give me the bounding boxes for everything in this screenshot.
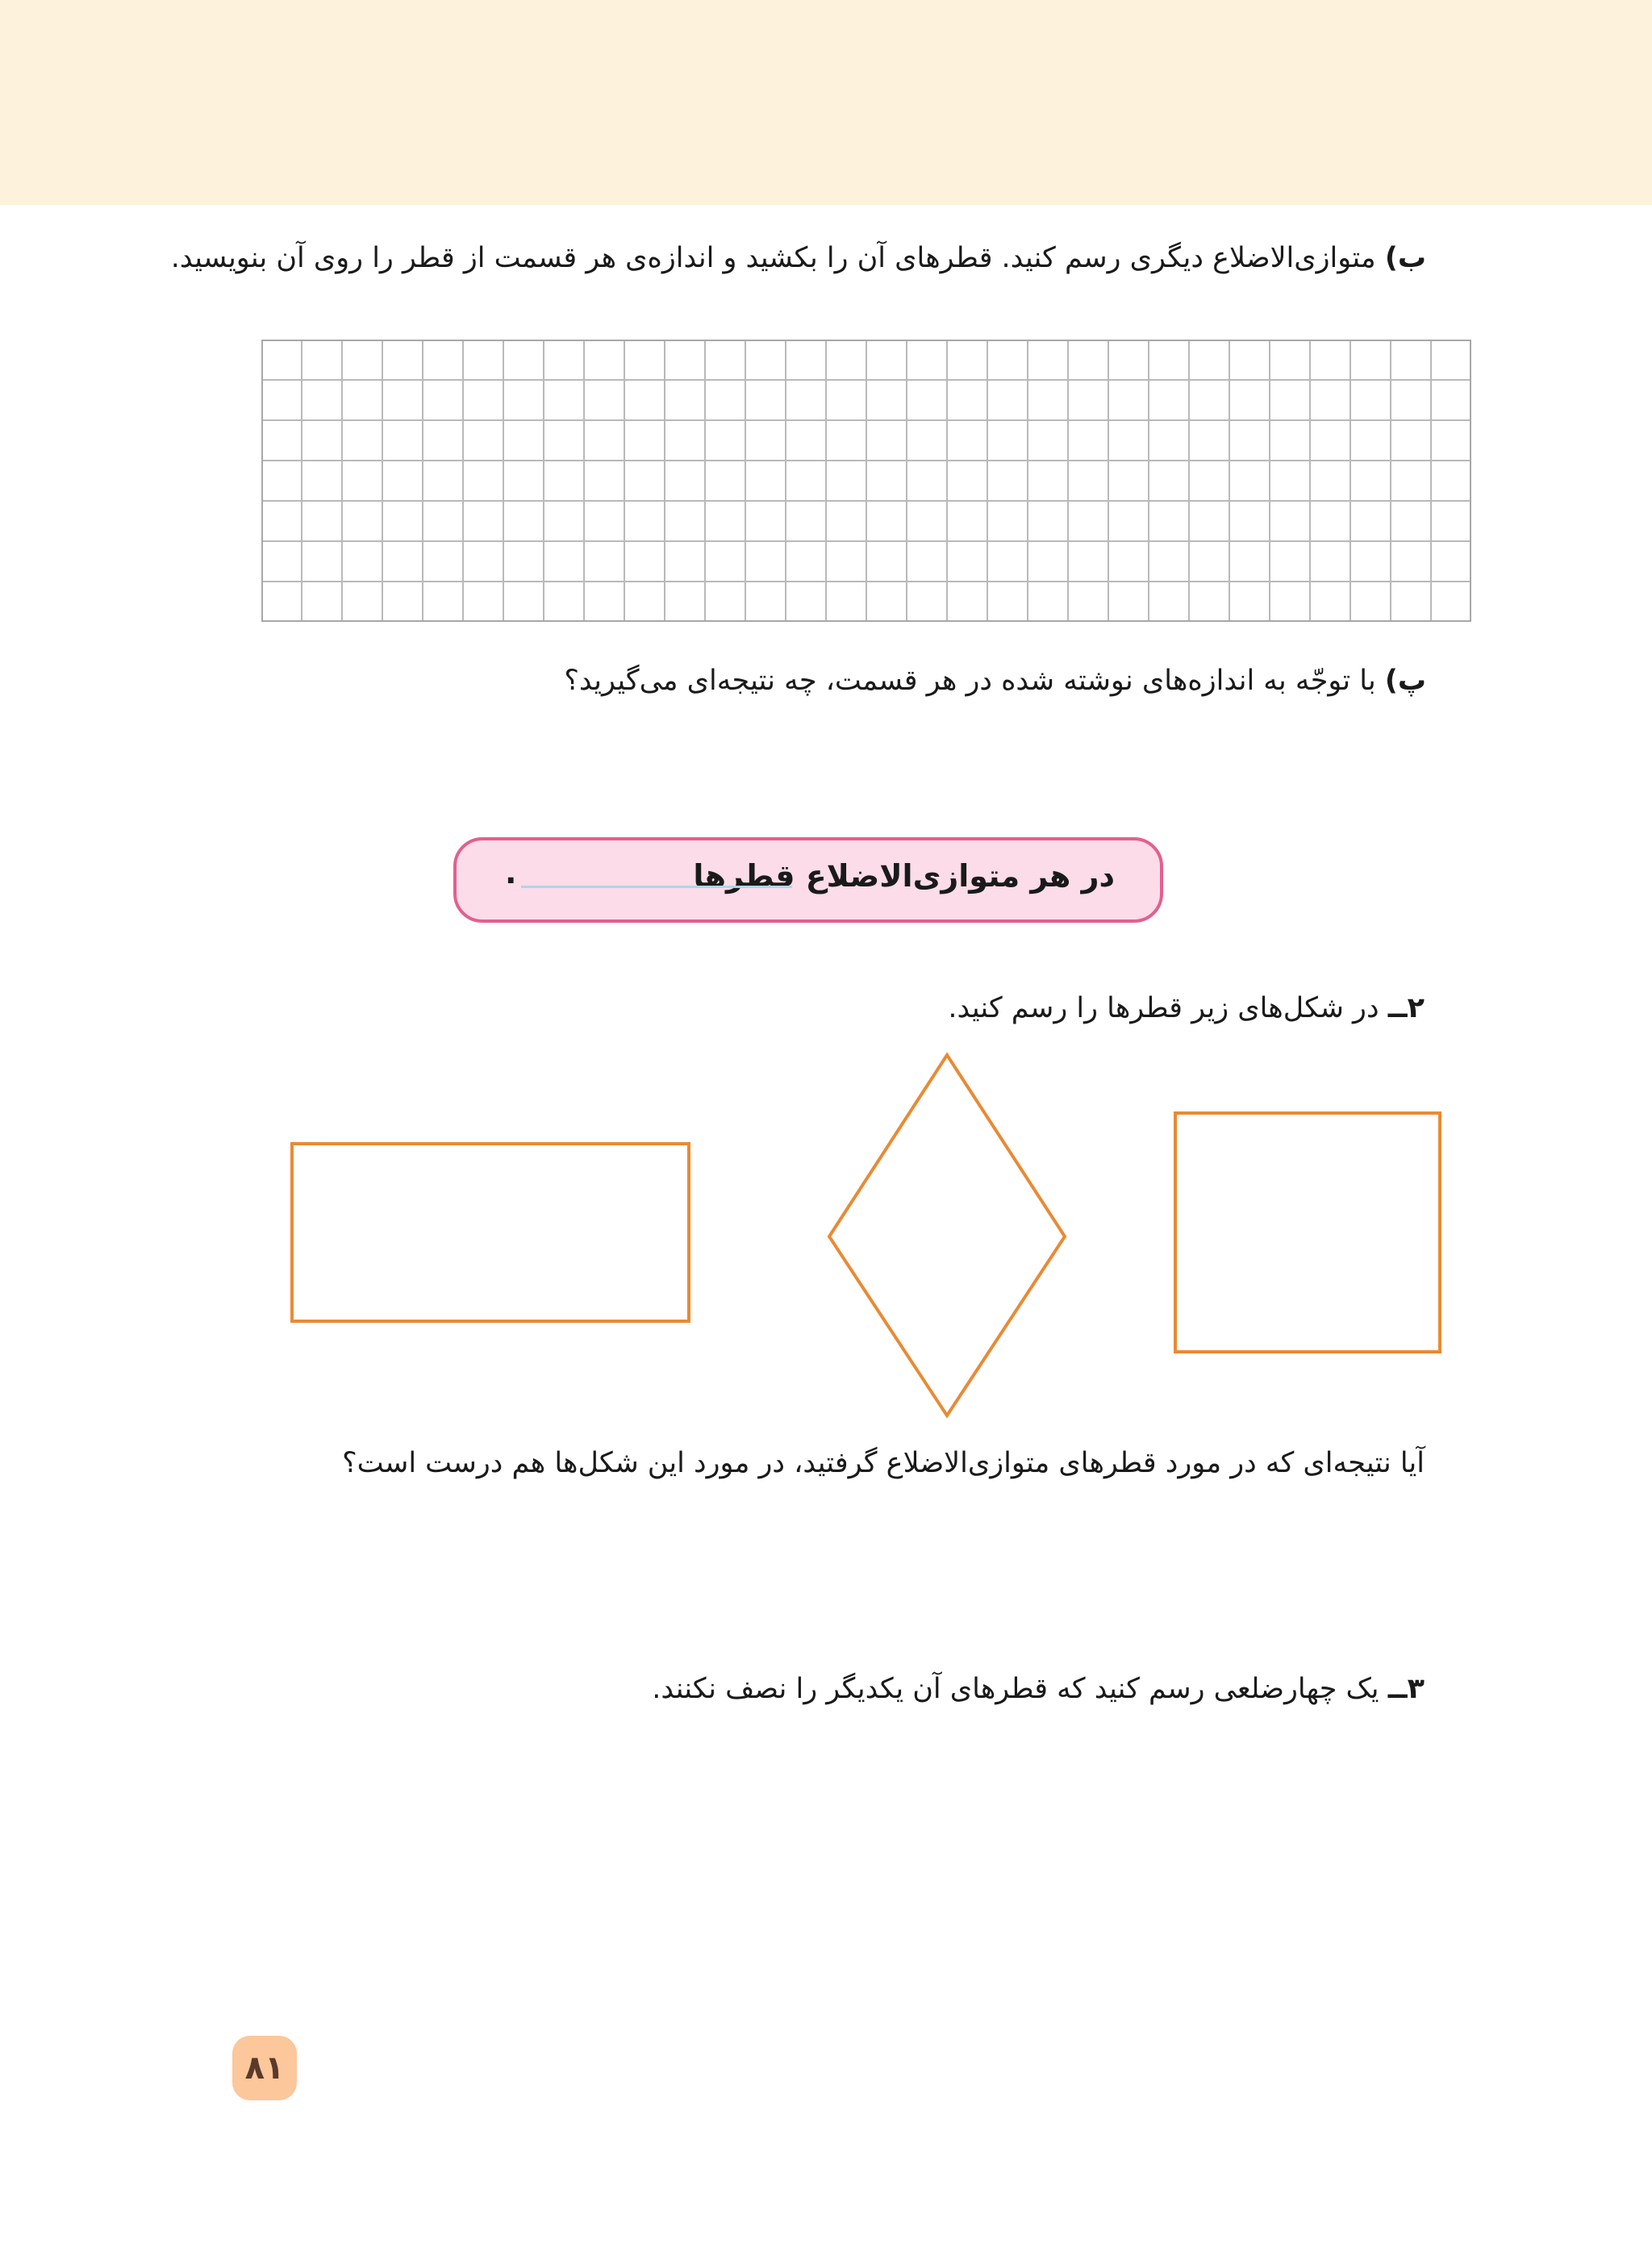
- header-band: [0, 0, 1652, 205]
- question-2-number: ۲ــ: [1387, 992, 1425, 1024]
- exercise-b-instruction: [171, 240, 1426, 277]
- rule-box: [453, 837, 1163, 923]
- exercise-p-label: پ): [1384, 665, 1426, 697]
- rhombus-shape[interactable]: [829, 1055, 1065, 1416]
- rule-text: در هر متوازی‌الاضلاع قطرها: [693, 858, 1115, 894]
- shapes-figure: [0, 1040, 1652, 1428]
- question-2-followup: آیا نتیجه‌ای که در مورد قطرهای متوازی‌الاضلاع گرفتید، در مورد این شکل‌ها هم درست است؟: [342, 1447, 1425, 1479]
- page-number-badge: ۸۱: [232, 2036, 297, 2100]
- exercise-p-text: با توجّه به اندازه‌های نوشته شده در هر قسمت، چه نتیجه‌ای می‌گیرید؟: [564, 665, 1376, 697]
- graph-paper-grid[interactable]: [261, 340, 1471, 622]
- question-3: [652, 1671, 1425, 1708]
- rule-period: .: [505, 855, 517, 890]
- exercise-b-label: ب): [1384, 242, 1426, 274]
- exercise-p-question: [564, 663, 1426, 700]
- exercise-b-text: متوازی‌الاضلاع دیگری رسم کنید. قطرهای آن را بکشید و اندازه‌ی هر قسمت از قطر را روی آن بنویسید.: [170, 242, 1376, 274]
- question-3-number: ۳ــ: [1387, 1673, 1425, 1705]
- question-2: [948, 990, 1425, 1028]
- square-shape[interactable]: [1175, 1113, 1440, 1352]
- question-3-text: یک چهارضلعی رسم کنید که قطرهای آن یکدیگر را نصف نکنند.: [652, 1673, 1379, 1705]
- rectangle-shape[interactable]: [292, 1144, 689, 1321]
- rule-blank-line[interactable]: [521, 886, 792, 888]
- question-2-text: در شکل‌های زیر قطرها را رسم کنید.: [948, 992, 1379, 1024]
